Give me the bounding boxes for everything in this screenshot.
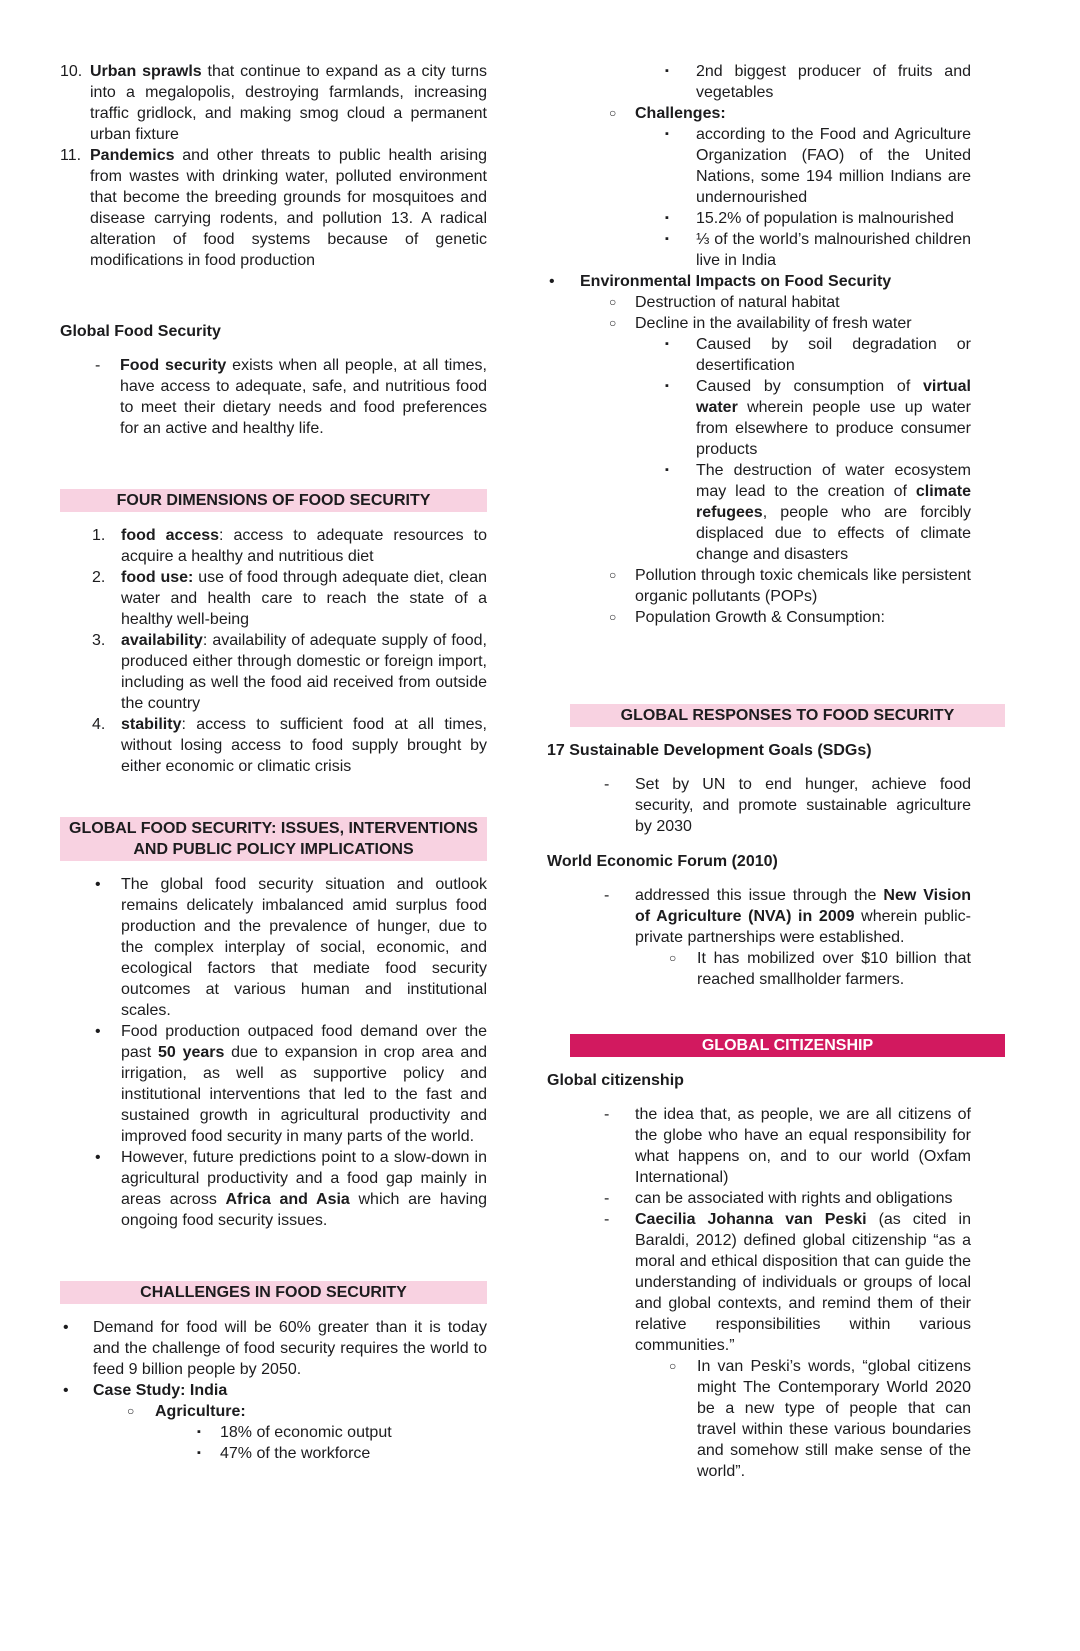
list-item	[547, 1356, 971, 1482]
number-marker: 4.	[92, 716, 106, 733]
bullet-marker: •	[63, 1382, 69, 1399]
list-item-text: Urban sprawls that continue to expand as a city turns into a megalopolis, destroying farmlands, increasing traffic gridlock, and making smog cloud a permanent urban fixture	[90, 63, 487, 143]
list-item	[60, 145, 487, 271]
list-item	[547, 607, 971, 628]
list-item-text: Food production outpaced food demand over the past 50 years due to expansion in crop area and irrigation, as well as supportive policy and institutional interventions that led to the fast and sustained growth in agricultural productivity and improved food security in many parts of the world.	[121, 1023, 488, 1145]
circle-marker: ○	[609, 295, 617, 309]
spacer	[547, 837, 971, 851]
number-marker: 2.	[92, 569, 106, 586]
square-marker: ▪	[197, 1426, 201, 1438]
list-item	[60, 714, 487, 777]
list-item	[547, 229, 971, 271]
square-marker: ▪	[665, 65, 669, 77]
list-item-text: 18% of economic output	[220, 1424, 392, 1441]
list-item	[60, 1147, 487, 1231]
dash-marker: -	[604, 776, 610, 793]
circle-marker: ○	[609, 106, 617, 120]
list-item	[60, 1422, 487, 1443]
list-item	[547, 948, 971, 990]
list-item	[547, 334, 971, 376]
circle-marker: ○	[609, 568, 617, 582]
bullet-marker: •	[95, 876, 101, 893]
circle-marker: ○	[669, 951, 677, 965]
list-item	[60, 567, 487, 630]
spacer	[60, 439, 487, 489]
list-item-text: Pollution through toxic chemicals like persistent organic pollutants (POPs)	[635, 567, 971, 605]
list-item-text: can be associated with rights and obligations	[635, 1190, 953, 1207]
circle-marker: ○	[127, 1404, 135, 1418]
list-item	[60, 355, 487, 439]
bullet-marker: •	[549, 273, 555, 290]
list-item-text: according to the Food and Agriculture Organization (FAO) of the United Nations, some 194 million Indians are undernourished	[696, 126, 971, 206]
list-item-text: Food security exists when all people, at all times, have access to adequate, safe, and nutritious food to meet their dietary needs and food preferences for an active and healthy life.	[120, 357, 488, 437]
list-item	[547, 313, 971, 334]
circle-marker: ○	[669, 1359, 677, 1373]
list-item-text: Decline in the availability of fresh water	[635, 315, 912, 332]
square-marker: ▪	[665, 464, 669, 476]
list-item	[547, 103, 971, 124]
list-item	[547, 460, 971, 565]
sub-heading: World Economic Forum (2010)	[547, 853, 778, 870]
section-banner: GLOBAL FOOD SECURITY: ISSUES, INTERVENTIONS AND PUBLIC POLICY IMPLICATIONS	[60, 817, 487, 861]
section-banner: GLOBAL CITIZENSHIP	[570, 1034, 1005, 1057]
list-item-text: Case Study: India	[93, 1382, 228, 1399]
bullet-marker: •	[95, 1023, 101, 1040]
dash-marker: -	[604, 1190, 610, 1207]
number-marker: 11.	[60, 147, 82, 164]
list-item	[60, 1380, 487, 1401]
list-item-text: Caecilia Johanna van Peski (as cited in Baraldi, 2012) defined global citizenship “as a moral and ethical disposition that can guide the understanding of individuals or groups of local and global contexts, and remind them of their relative responsibilities within various communities.”	[635, 1211, 971, 1354]
list-item	[547, 271, 971, 292]
list-item-text: Pandemics and other threats to public health arising from wastes with drinking water, polluted environment that become the breeding grounds for mosquitoes and disease carrying rodents, and pollution 13. A radical alteration of food systems because of genetic modifications in food production	[90, 147, 487, 269]
list-item	[60, 1443, 487, 1464]
list-item-text: Caused by consumption of virtual water wherein people use up water from elsewhere to produce consumer products	[696, 378, 971, 458]
square-marker: ▪	[665, 233, 669, 245]
list-item	[547, 1188, 971, 1209]
list-item-text: It has mobilized over $10 billion that reached smallholder farmers.	[697, 950, 971, 988]
section-banner: FOUR DIMENSIONS OF FOOD SECURITY	[60, 489, 487, 512]
right-column	[547, 61, 971, 1651]
spacer	[60, 1231, 487, 1281]
sub-heading: Global citizenship	[547, 1072, 684, 1089]
list-item	[60, 1401, 487, 1422]
list-item	[547, 885, 971, 948]
list-item	[547, 124, 971, 208]
spacer	[60, 271, 487, 321]
section-banner: GLOBAL RESPONSES TO FOOD SECURITY	[570, 704, 1005, 727]
list-item	[60, 1317, 487, 1380]
circle-marker: ○	[609, 316, 617, 330]
list-item	[60, 874, 487, 1021]
dash-marker: -	[604, 1106, 610, 1123]
dash-marker: -	[604, 887, 610, 904]
list-item-text: addressed this issue through the New Vision of Agriculture (NVA) in 2009 wherein public-private partnerships were established.	[635, 887, 972, 946]
list-item	[547, 208, 971, 229]
dash-marker: -	[604, 1211, 610, 1228]
list-item-text: the idea that, as people, we are all citizens of the globe who have an equal responsibility for what happens on, and to our world (Oxfam International)	[635, 1106, 971, 1186]
square-marker: ▪	[665, 380, 669, 392]
list-item-text: 2nd biggest producer of fruits and vegetables	[696, 63, 971, 101]
spacer	[60, 777, 487, 817]
list-item-text: ⅓ of the world’s malnourished children live in India	[696, 231, 971, 269]
square-marker: ▪	[665, 212, 669, 224]
list-item-text: Population Growth & Consumption:	[635, 609, 885, 626]
list-item-text: availability: availability of adequate supply of food, produced either through domestic or foreign import, including as well the food aid received from outside the country	[121, 632, 487, 712]
list-item-text: Destruction of natural habitat	[635, 294, 840, 311]
list-item	[547, 61, 971, 103]
list-item	[547, 376, 971, 460]
number-marker: 3.	[92, 632, 106, 649]
list-item	[547, 1104, 971, 1188]
square-marker: ▪	[197, 1447, 201, 1459]
list-item	[60, 61, 487, 145]
list-item-text: food use: use of food through adequate diet, clean water and health care to reach the state of a healthy well-being	[121, 569, 488, 628]
left-column	[60, 61, 487, 1651]
list-item-text: However, future predictions point to a slow-down in agricultural productivity and a food gap mainly in areas across Africa and Asia which are having ongoing food security issues.	[121, 1149, 488, 1229]
list-item	[60, 630, 487, 714]
list-item-text: Caused by soil degradation or desertification	[696, 336, 971, 374]
list-item-text: The destruction of water ecosystem may lead to the creation of climate refugees, people who are forcibly displaced due to effects of climate change and disasters	[696, 462, 971, 563]
list-item-text: stability: access to sufficient food at all times, without losing access to food supply brought by either economic or climatic crisis	[121, 716, 487, 775]
spacer	[547, 628, 971, 704]
sub-heading: 17 Sustainable Development Goals (SDGs)	[547, 742, 872, 759]
spacer	[547, 990, 971, 1034]
list-item	[547, 774, 971, 837]
list-item-text: 47% of the workforce	[220, 1445, 371, 1462]
list-item	[60, 525, 487, 567]
list-item-text: The global food security situation and outlook remains delicately imbalanced amid surplus food production and the prevalence of hunger, due to the complex interplay of social, economic, and ecological factors that mediate food security outcomes at various human and institutional scales.	[121, 876, 487, 1019]
list-item-text: Environmental Impacts on Food Security	[580, 273, 892, 290]
number-marker: 10.	[60, 63, 83, 80]
section-banner: CHALLENGES IN FOOD SECURITY	[60, 1281, 487, 1304]
number-marker: 1.	[92, 527, 106, 544]
list-item	[547, 565, 971, 607]
list-item-text: food access: access to adequate resources to acquire a healthy and nutritious diet	[121, 527, 487, 565]
square-marker: ▪	[665, 128, 669, 140]
list-item-text: In van Peski’s words, “global citizens might The Contemporary World 2020 be a new type of people that can travel within these various boundaries and somehow still make sense of the world”.	[697, 1358, 971, 1480]
list-item	[547, 1209, 971, 1356]
list-item	[547, 292, 971, 313]
list-item	[60, 1021, 487, 1147]
bullet-marker: •	[95, 1149, 101, 1166]
list-item-text: Demand for food will be 60% greater than it is today and the challenge of food security requires the world to feed 9 billion people by 2050.	[93, 1319, 487, 1378]
list-item-text: Challenges:	[635, 105, 726, 122]
circle-marker: ○	[609, 610, 617, 624]
bullet-marker: •	[63, 1319, 69, 1336]
list-item-text: Set by UN to end hunger, achieve food security, and promote sustainable agriculture by 2030	[635, 776, 971, 835]
list-item-text: Agriculture:	[155, 1403, 246, 1420]
square-marker: ▪	[665, 338, 669, 350]
dash-marker: -	[95, 357, 101, 374]
list-item-text: 15.2% of population is malnourished	[696, 210, 954, 227]
sub-heading: Global Food Security	[60, 323, 221, 340]
